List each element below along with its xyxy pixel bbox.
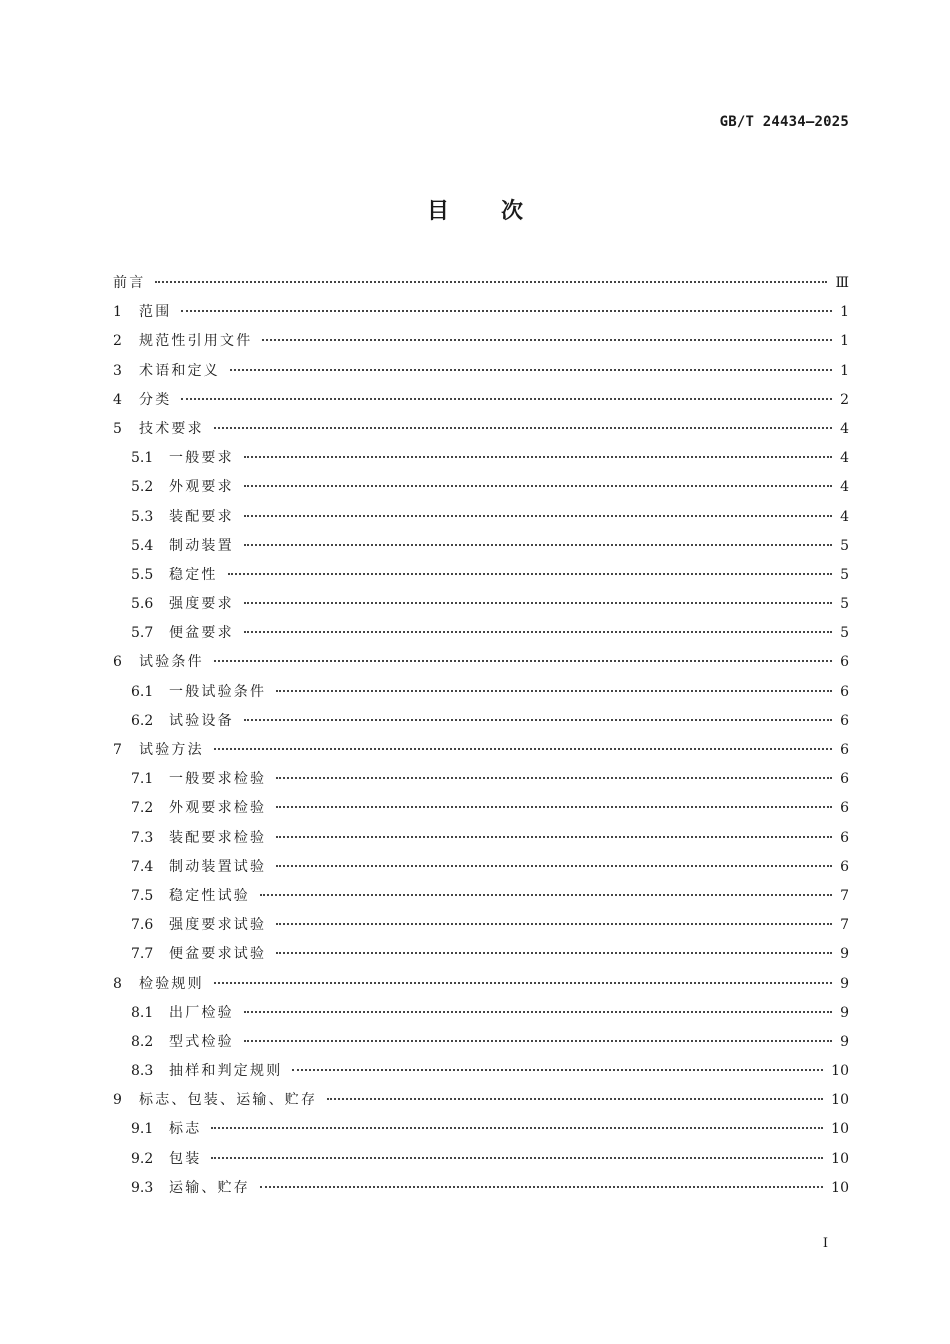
toc-entry-label: 试验设备 [169,712,234,729]
toc-dot-leader [214,660,832,662]
toc-entry[interactable] [113,590,849,619]
toc-entry-label: 范围 [139,304,172,321]
toc-dot-leader [244,456,832,458]
toc-entry-page: 10 [831,1150,849,1167]
toc-entry[interactable] [113,736,849,765]
toc-entry-page: 4 [840,420,849,437]
toc-entry[interactable] [113,327,849,356]
toc-entry-page: 5 [840,596,849,613]
toc-entry-page: 2 [840,391,849,408]
toc-dot-leader [244,1011,832,1013]
toc-entry-number: 7.4 [131,858,154,875]
toc-entry-number: 9 [113,1092,122,1109]
toc-entry-page: 6 [840,712,849,729]
toc-entry-number: 7.1 [131,771,154,788]
toc-entry[interactable] [113,1028,849,1057]
toc-entry-label: 强度要求试验 [169,917,267,934]
toc-entry-label: 技术要求 [139,420,204,437]
page-number: Ⅰ [822,1236,828,1251]
toc-entry-number: 7.6 [131,917,154,934]
toc-dot-leader [276,865,832,867]
toc-entry-number: 5.1 [131,450,154,467]
toc-entry-page: 6 [840,771,849,788]
toc-entry-number: 7.7 [131,946,154,963]
toc-dot-leader [276,952,832,954]
toc-entry[interactable] [113,853,849,882]
toc-dot-leader [230,369,832,371]
toc-entry-number: 7.3 [131,829,154,846]
toc-entry-number: 5.3 [131,508,154,525]
toc-entry-label: 外观要求 [169,479,234,496]
toc-entry[interactable] [113,911,849,940]
toc-entry-number: 5.4 [131,537,154,554]
toc-entry-label: 规范性引用文件 [139,333,253,350]
toc-entry-label: 试验方法 [139,742,204,758]
toc-entry-page: 6 [840,858,849,875]
toc-entry-number: 8.1 [131,1004,154,1021]
toc-dot-leader [214,427,832,429]
toc-entry-number: 5.7 [131,625,154,642]
toc-entry-label: 试验条件 [139,654,204,671]
toc-dot-leader [211,1127,823,1129]
toc-dot-leader [244,544,832,546]
toc-dot-leader [181,398,832,400]
toc-entry-page: 6 [840,829,849,846]
toc-entry[interactable] [113,444,849,473]
toc-entry-page: 4 [840,450,849,467]
toc-entry[interactable] [113,940,849,969]
toc-entry-page: 6 [840,800,849,817]
toc-entry[interactable] [113,999,849,1028]
toc-entry[interactable] [113,765,849,794]
toc-entry-label: 便盆要求试验 [169,946,267,963]
toc-entry[interactable] [113,882,849,911]
toc-dot-leader [327,1098,823,1100]
toc-entry[interactable] [113,1145,849,1174]
toc-dot-leader [260,894,832,896]
toc-entry-label: 抽样和判定规则 [169,1063,283,1080]
toc-entry[interactable] [113,1174,849,1203]
toc-dot-leader [181,310,832,312]
toc-entry-label: 运输、贮存 [169,1179,250,1196]
toc-dot-leader [214,982,832,984]
toc-entry-number: 3 [113,362,122,379]
toc-entry-page: Ⅲ [835,275,849,291]
toc-entry-number: 5 [113,420,122,437]
toc-dot-leader [276,836,832,838]
toc-entry[interactable] [113,970,849,999]
toc-entry-number: 6.1 [131,683,154,700]
toc-entry[interactable] [113,678,849,707]
toc-entry-label: 包装 [169,1150,202,1167]
toc-entry[interactable] [113,1115,849,1144]
toc-entry-page: 9 [840,975,849,992]
toc-entry-number: 7.2 [131,800,154,817]
toc-dot-leader [244,1040,832,1042]
toc-entry[interactable] [113,824,849,853]
toc-entry[interactable] [113,619,849,648]
toc-entry[interactable] [113,386,849,415]
toc-entry-label: 便盆要求 [169,625,234,642]
toc-entry-page: 6 [840,742,849,758]
toc-dot-leader [244,602,832,604]
page-title: 目次 [426,199,575,224]
toc-entry-page: 9 [840,1033,849,1050]
toc-entry-number: 7 [113,742,122,758]
toc-entry-label: 外观要求检验 [169,800,267,817]
toc-entry-label: 装配要求 [169,508,234,525]
toc-entry-label: 一般试验条件 [169,683,267,700]
toc-entry-page: 7 [840,887,849,904]
toc-entry[interactable] [113,532,849,561]
table-of-contents [113,269,849,1203]
toc-dot-leader [262,339,832,341]
toc-entry-label: 强度要求 [169,596,234,613]
toc-dot-leader [155,281,827,283]
toc-dot-leader [276,690,832,692]
standard-number: GB/T 24434—2025 [719,114,849,130]
toc-entry-number: 1 [113,304,122,321]
toc-entry-page: 5 [840,625,849,642]
toc-dot-leader [260,1186,823,1188]
toc-entry-page: 9 [840,1004,849,1021]
toc-entry-number: 9.2 [131,1150,154,1167]
toc-entry[interactable] [113,561,849,590]
toc-entry-number: 6.2 [131,712,154,729]
toc-dot-leader [211,1157,823,1159]
toc-entry[interactable] [113,503,849,532]
toc-entry[interactable] [113,357,849,386]
toc-entry-number: 2 [113,333,122,350]
toc-dot-leader [244,515,832,517]
toc-entry-number: 8.2 [131,1033,154,1050]
toc-entry-page: 10 [831,1179,849,1196]
toc-entry-page: 6 [840,654,849,671]
toc-entry[interactable] [113,707,849,736]
toc-entry-page: 10 [831,1121,849,1138]
toc-entry-page: 4 [840,479,849,496]
toc-entry-label: 出厂检验 [169,1004,234,1021]
toc-entry-label: 制动装置 [169,537,234,554]
toc-entry-label: 型式检验 [169,1033,234,1050]
toc-dot-leader [292,1069,823,1071]
toc-entry[interactable] [113,473,849,502]
toc-entry-label: 术语和定义 [139,362,220,379]
toc-entry-page: 5 [840,566,849,583]
toc-entry-number: 8.3 [131,1063,154,1080]
toc-entry[interactable] [113,648,849,677]
toc-entry[interactable] [113,1057,849,1086]
toc-entry-page: 1 [840,362,849,379]
toc-entry-label: 检验规则 [139,975,204,992]
toc-entry-label: 一般要求检验 [169,771,267,788]
toc-entry-page: 5 [840,537,849,554]
toc-entry[interactable] [113,298,849,327]
toc-entry-page: 6 [840,683,849,700]
toc-entry[interactable] [113,415,849,444]
toc-dot-leader [244,719,832,721]
toc-dot-leader [244,631,832,633]
toc-entry-page: 1 [840,304,849,321]
toc-entry-number: 5.2 [131,479,154,496]
toc-entry-number: 7.5 [131,887,154,904]
toc-entry-page: 1 [840,333,849,350]
toc-entry-number: 9.1 [131,1121,154,1138]
toc-entry-label: 前言 [113,275,146,291]
toc-entry[interactable] [113,269,849,298]
toc-entry-number: 5.6 [131,596,154,613]
toc-entry-label: 稳定性 [169,566,218,583]
toc-entry-label: 制动装置试验 [169,858,267,875]
toc-dot-leader [276,923,832,925]
toc-entry-page: 9 [840,946,849,963]
toc-entry-label: 装配要求检验 [169,829,267,846]
toc-dot-leader [276,806,832,808]
toc-entry-page: 7 [840,917,849,934]
toc-entry-number: 9.3 [131,1179,154,1196]
toc-entry-label: 标志 [169,1121,202,1138]
toc-entry-page: 10 [831,1063,849,1080]
toc-entry-number: 6 [113,654,122,671]
toc-entry-label: 标志、包装、运输、贮存 [139,1092,318,1109]
toc-dot-leader [214,748,832,750]
toc-dot-leader [244,485,832,487]
toc-entry-page: 4 [840,508,849,525]
toc-entry-number: 4 [113,391,122,408]
toc-entry-label: 一般要求 [169,450,234,467]
toc-entry-number: 5.5 [131,566,154,583]
toc-dot-leader [228,573,832,575]
toc-entry-number: 8 [113,975,122,992]
toc-entry[interactable] [113,1086,849,1115]
toc-entry-label: 稳定性试验 [169,887,250,904]
toc-entry-page: 10 [831,1092,849,1109]
toc-entry-label: 分类 [139,391,172,408]
toc-dot-leader [276,777,832,779]
toc-entry[interactable] [113,794,849,823]
